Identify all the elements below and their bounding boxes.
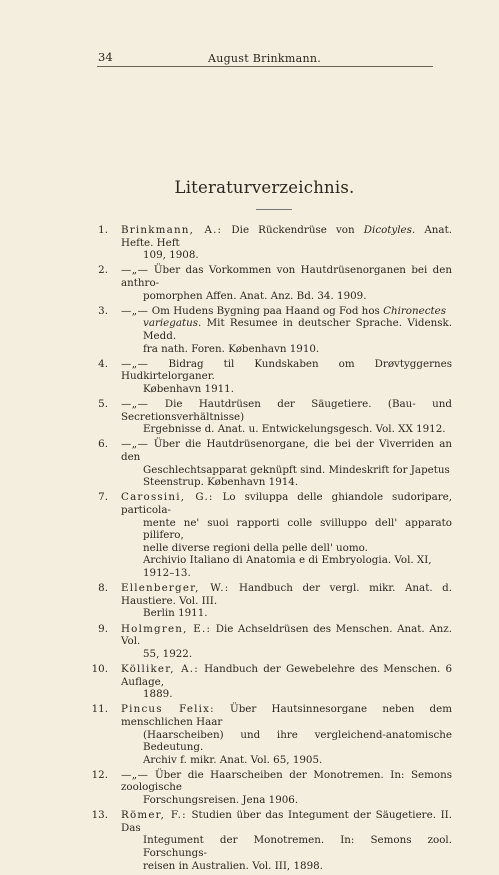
- reference-number: 10.: [91, 662, 108, 675]
- reference-continuation: reisen in Australien. Vol. III, 1898.: [143, 859, 323, 872]
- section-title: Literaturverzeichnis.: [174, 178, 355, 197]
- reference-item: [86, 769, 452, 807]
- reference-ditto: —„—: [121, 304, 149, 317]
- reference-number: 13.: [91, 809, 108, 822]
- reference-continuation: Archivio Italiano di Anatomia e di Embryologia. Vol. XI,: [143, 554, 432, 567]
- reference-continuation: København 1911.: [143, 382, 234, 395]
- reference-text: Über die Hautdrüsenorgane, die bei der Viverriden an den: [121, 438, 452, 464]
- reference-author: Kölliker, A.:: [121, 662, 199, 675]
- reference-text: Om Hudens Bygning paa Haand og Fod hos: [151, 304, 384, 317]
- reference-text: Über die Haarscheiben der Monotremen. In: Semons zoologische: [121, 768, 452, 794]
- reference-number: 5.: [98, 398, 108, 411]
- reference-author: Pincus Felix:: [121, 703, 215, 716]
- reference-number: 4.: [98, 357, 108, 370]
- reference-continuation: mente ne' suoi rapporti colle svilluppo dell' apparato pilifero,: [143, 516, 452, 542]
- reference-number: 1.: [98, 224, 108, 236]
- reference-item: [86, 703, 452, 766]
- reference-list: [86, 224, 452, 875]
- reference-text: Die Hautdrüsen der Säugetiere. (Bau- und Secretionsverhältnisse): [121, 398, 452, 423]
- reference-text: Lo sviluppa delle ghiandole sudoripare, particola-: [121, 491, 452, 517]
- reference-number: 7.: [98, 491, 108, 504]
- reference-text: Handbuch der Gewebelehre des Menschen. 6 Auflage,: [121, 662, 452, 688]
- reference-italic: Chironectes: [383, 304, 447, 317]
- reference-author: Carossini, G.:: [121, 491, 214, 504]
- reference-text: Über Hautsinnesorgane neben dem menschlichen Haar: [121, 703, 452, 728]
- reference-author: Römer, F.:: [121, 809, 187, 822]
- reference-italic: Dicotyles.: [363, 224, 416, 236]
- reference-ditto: —„—: [121, 357, 149, 370]
- reference-text: Die Rückendrüse von: [231, 224, 364, 236]
- running-head: August Brinkmann.: [207, 52, 322, 65]
- reference-item: [86, 809, 452, 872]
- reference-continuation: 1912–13.: [143, 567, 191, 579]
- page-number: 34: [98, 50, 113, 64]
- reference-text: Mit Resumee in deutscher Sprache. Vidensk. Medd.: [143, 317, 452, 342]
- header-rule: [97, 66, 433, 67]
- reference-item: [86, 358, 452, 396]
- reference-number: 2.: [98, 264, 108, 277]
- reference-continuation: 1889.: [143, 688, 173, 701]
- reference-continuation: Archiv f. mikr. Anat. Vol. 65, 1905.: [143, 753, 323, 766]
- reference-number: 11.: [91, 703, 108, 716]
- reference-italic: variegatus.: [143, 317, 202, 330]
- reference-text: Studien über das Integument der Säugetiere. II. Das: [121, 809, 453, 834]
- reference-continuation: Steenstrup. København 1914.: [143, 476, 299, 489]
- reference-text: Die Achseldrüsen des Menschen. Anat. Anz. Vol.: [121, 622, 452, 648]
- reference-number: 9.: [98, 622, 108, 635]
- reference-ditto: —„—: [121, 398, 149, 411]
- reference-author: Brinkmann, A.:: [121, 224, 223, 236]
- reference-text-tail: Anat. Hefte. Heft: [121, 224, 452, 249]
- reference-continuation: 109, 1908.: [143, 249, 199, 262]
- reference-continuation: Forschungsreisen. Jena 1906.: [143, 794, 299, 807]
- reference-continuation: nelle diverse regioni della pelle dell' uomo.: [143, 541, 368, 554]
- reference-item: [86, 623, 452, 661]
- reference-text: Handbuch der vergl. mikr. Anat. d. Haustiere. Vol. III.: [121, 582, 452, 607]
- reference-item: [86, 663, 452, 701]
- reference-number: 3.: [98, 304, 108, 317]
- reference-author: Ellenberger, W.:: [121, 582, 230, 595]
- reference-item: [86, 438, 452, 488]
- reference-text: Bidrag til Kundskaben om Drøvtyggernes Hudkirtelorganer.: [121, 357, 452, 383]
- reference-ditto: —„—: [121, 768, 149, 781]
- reference-continuation: Integument der Monotremen. In: Semons zool. Forschungs-: [143, 834, 452, 860]
- reference-continuation: Berlin 1911.: [143, 607, 208, 620]
- reference-ditto: —„—: [121, 264, 149, 277]
- reference-item: [86, 491, 452, 579]
- reference-item: [86, 582, 452, 620]
- reference-continuation: 55, 1922.: [143, 647, 193, 660]
- reference-continuation: Ergebnisse d. Anat. u. Entwickelungsgesch. Vol. XX 1912.: [143, 423, 446, 436]
- reference-number: 6.: [98, 438, 108, 451]
- reference-item: [86, 398, 452, 436]
- reference-author: Holmgren, E.:: [121, 622, 212, 635]
- reference-number: 12.: [91, 768, 108, 781]
- reference-continuation: fra nath. Foren. København 1910.: [143, 342, 320, 355]
- reference-continuation: [121, 317, 452, 342]
- reference-continuation: Geschlechtsapparat geknüpft sind. Mindeskrift for Japetus: [143, 463, 450, 476]
- reference-number: 8.: [98, 582, 108, 595]
- title-rule: [256, 209, 292, 210]
- reference-continuation: (Haarscheiben) und ihre vergleichend-anatomische Bedeutung.: [143, 728, 452, 754]
- reference-text: Über das Vorkommen von Hautdrüsenorganen bei den anthro-: [121, 264, 453, 289]
- reference-item: [86, 305, 452, 355]
- reference-ditto: —„—: [121, 438, 149, 451]
- reference-item: [86, 224, 452, 262]
- reference-item: [86, 264, 452, 302]
- reference-continuation: pomorphen Affen. Anat. Anz. Bd. 34. 1909.: [143, 289, 367, 302]
